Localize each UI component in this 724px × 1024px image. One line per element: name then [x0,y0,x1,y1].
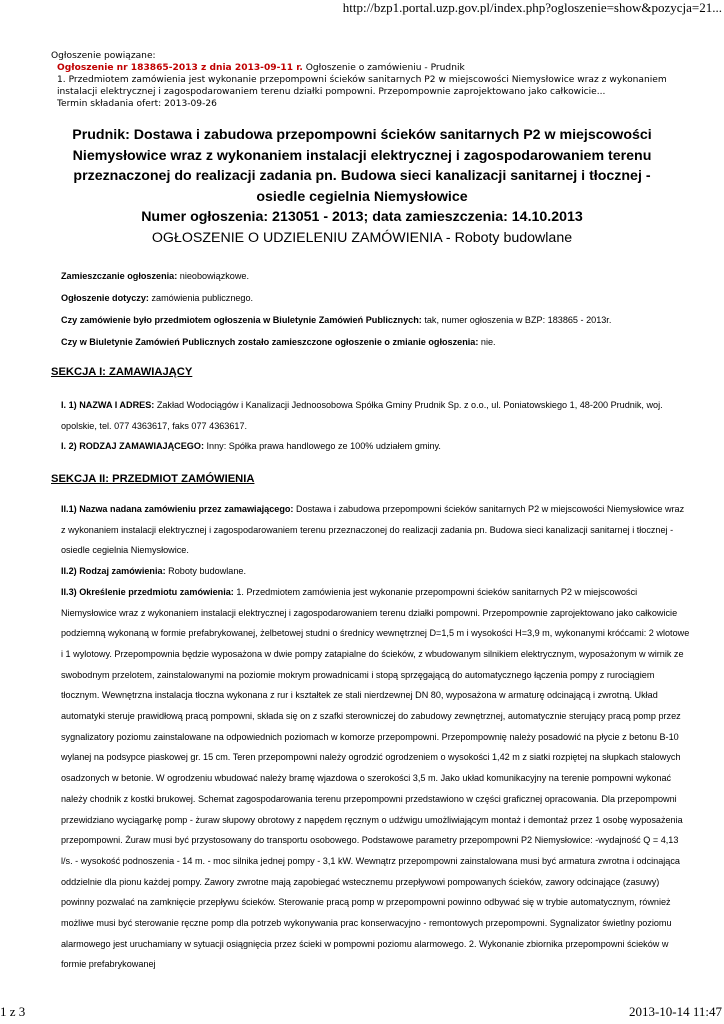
item-value: Roboty budowlane. [165,566,246,577]
section-item [61,561,691,582]
section-item [61,395,691,436]
section2-body [61,499,691,975]
related-notice-link-suffix: Ogłoszenie o zamówieniu - Prudnik [302,63,465,73]
related-notice-label: Ogłoszenie powiązane: [51,51,156,61]
item-label: II.2) Rodzaj zamówienia: [61,566,166,577]
item-label: I. 1) NAZWA I ADRES: [61,400,155,410]
section-heading: SEKCJA I: ZAMAWIAJĄCY [51,366,193,378]
page-counter: 1 z 3 [0,1004,26,1019]
related-notice-summary: 1. Przedmiotem zamówienia jest wykonanie przepompowni ścieków sanitarnych P2 w miejscowości Niemysłowice wraz z wykonaniem instalacji elektrycznej i zagospodarowaniem terenu działki pompowni. Przepompownie zaprojektowano jako całkowicie... [57,75,667,97]
item-label: II.3) Określenie przedmiotu zamówienia: [61,586,234,597]
section1-body [61,395,691,457]
meta-row [61,309,691,331]
item-value: 1. Przedmiotem zamówienia jest wykonanie przepompowni ścieków sanitarnych P2 w miejscowości Niemysłowice wraz z wykonaniem instalacji elektrycznej i zagospodarowaniem terenu działki pompowni. Przepompownie zaprojektowano jako całkowicie podziemną wykonaną w formie prefabrykowanej, żelbetowej studni o średnicy wewnętrznej D=1,5 m i wysokości H=3,9 m, wykonanymi króćcami: 2 wlotowe i 1 wylotowy. Przepompownia będzie wyposażona w dwie pompy zatapialne do ścieków, z wbudowanym silnikiem elektrycznym, wyposażonym w wirnik ze swobodnym przelotem, zainstalowanymi na poziomie mokrym prowadnicami i stopą sprzęgającą do automatycznego łączenia pompy z rurociągiem tłocznym. Wewnętrzna instalacja tłoczna wykonana z rur i kształtek ze stali nierdzewnej DN 80, wyposażona w armaturę odcinającą i zwrotną. Układ automatyki steruje prawidłową pracą pompowni, składa się on z szafki sterowniczej do zabudowy zewnętrznej, automatycznie sterujący pracą pomp przez sygnalizatory poziomu zainstalowane na odpowiednich poziomach w komorze przepompowni. Przepompownię należy posadowić na płycie z betonu B-10 wylanej na podsypce piaskowej gr. 15 cm. Teren przepompowni należy ogrodzić ogrodzeniem o wysokości 1,42 m z siatki rozpiętej na słupkach stalowych osadzonych w betonie. W ogrodzeniu wbudować należy bramę wjazdowa o szerokości 3,5 m. Jako układ komunikacyjny na terenie pompowni wykonać należy chodnik z kostki brukowej. Schemat zagospodarowania terenu przepompowni przedstawiono w części graficznej opracowania. Dla przepompowni przewidziano wyciągarkę pomp - żuraw słupowy obrotowy z napędem ręcznym o udźwigu umożliwiającym montaż i demontaż przez 1 osobę wyposażenia przepompowni. Żuraw musi być przystosowany do transportu osobowego. Podstawowe parametry przepompowni P2 Niemysłowice: -wydajność Q = 4,13 l/s. - wysokość podnoszenia - 14 m. - moc silnika jednej pompy - 3,1 kW. Wewnątrz przepompowni zainstalowana musi być armatura zwrotna i odcinająca oddzielnie dla pionu każdej pompy. Zawory zwrotne mają zapobiegać wstecznemu przepływowi pompowanych ścieków, zawory odcinające (zasuwy) powinny pozwalać na zamknięcie przepływu ścieków. Sterowanie pracą pomp w przepompowni powinno odbywać się w trybie automatycznym, również możliwe musi być sterowanie ręczne pomp dla potrzeb wykonywania prac konserwacyjno - remontowych przepompowni. Sygnalizator świetlny poziomu alarmowego jest uruchamiany w sytuacji osiągnięcia przez ścieki w pompowni poziomu alarmowego. 2. Wykonanie zbiornika przepompowni ścieków w formie prefabrykowanej [61,586,690,970]
related-notice [51,50,691,110]
item-label: I. 2) RODZAJ ZAMAWIAJĄCEGO: [61,441,204,451]
notice-title-block [52,125,672,248]
meta-value: zamówienia publicznego. [148,293,254,303]
section-heading: SEKCJA II: PRZEDMIOT ZAMÓWIENIA [51,473,255,485]
notice-number: Numer ogłoszenia: 213051 - 2013; data zamieszczenia: 14.10.2013 [141,209,583,225]
meta-value: tak, numer ogłoszenia w BZP: 183865 - 2013r. [421,315,612,325]
item-value: Zakład Wodociągów i Kanalizacji Jednoosobowa Spółka Gminy Prudnik Sp. z o.o., ul. Poniatowskiego 1, 48-200 Prudnik, woj. opolskie, tel. 077 4363617, faks 077 4363617. [61,400,663,431]
notice-subtitle: OGŁOSZENIE O UDZIELENIU ZAMÓWIENIA - Roboty budowlane [151,229,573,246]
notice-title: Prudnik: Dostawa i zabudowa przepompowni ścieków sanitarnych P2 w miejscowości Niemysłowice wraz z wykonaniem instalacji elektrycznej i zagospodarowaniem terenu przeznaczonej do realizacji zadania pn. Budowa sieci kanalizacji sanitarnej i tłocznej - osiedle cegielnia Niemysłowice [72,127,652,205]
notice-meta [61,265,691,353]
item-label: II.1) Nazwa nadana zamówieniu przez zamawiającego: [61,504,294,514]
section-item [61,436,691,457]
print-timestamp: 2013-10-14 11:47 [628,1004,722,1019]
meta-label: Czy w Biuletynie Zamówień Publicznych zostało zamieszczone ogłoszenie o zmianie ogłoszenia: [61,337,479,347]
page-url: http://bzp1.portal.uzp.gov.pl/index.php?ogloszenie=show&pozycja=21... [342,0,722,15]
item-value: Inny: Spółka prawa handlowego ze 100% udziałem gminy. [203,441,441,451]
related-notice-line [51,62,691,74]
meta-label: Zamieszczanie ogłoszenia: [61,271,178,281]
related-notice-deadline: Termin składania ofert: 2013-09-26 [57,99,217,109]
related-notice-link[interactable]: Ogłoszenie nr 183865-2013 z dnia 2013-09-11 r. [57,63,303,73]
meta-row [61,287,691,309]
meta-label: Ogłoszenie dotyczy: [61,293,149,303]
section-item [61,582,691,975]
meta-label: Czy zamówienie było przedmiotem ogłoszenia w Biuletynie Zamówień Publicznych: [61,315,422,325]
meta-row [61,265,691,287]
meta-row [61,331,691,353]
meta-value: nie. [478,337,496,347]
meta-value: nieobowiązkowe. [177,271,250,281]
section-item [61,499,691,561]
item-value: Dostawa i zabudowa przepompowni ścieków sanitarnych P2 w miejscowości Niemysłowice wraz z wykonaniem instalacji elektrycznej i zagospodarowaniem terenu przeznaczonej do realizacji zadania pn. Budowa sieci kanalizacji sanitarnej i tłocznej - osiedle cegielnia Niemysłowice. [61,504,685,556]
